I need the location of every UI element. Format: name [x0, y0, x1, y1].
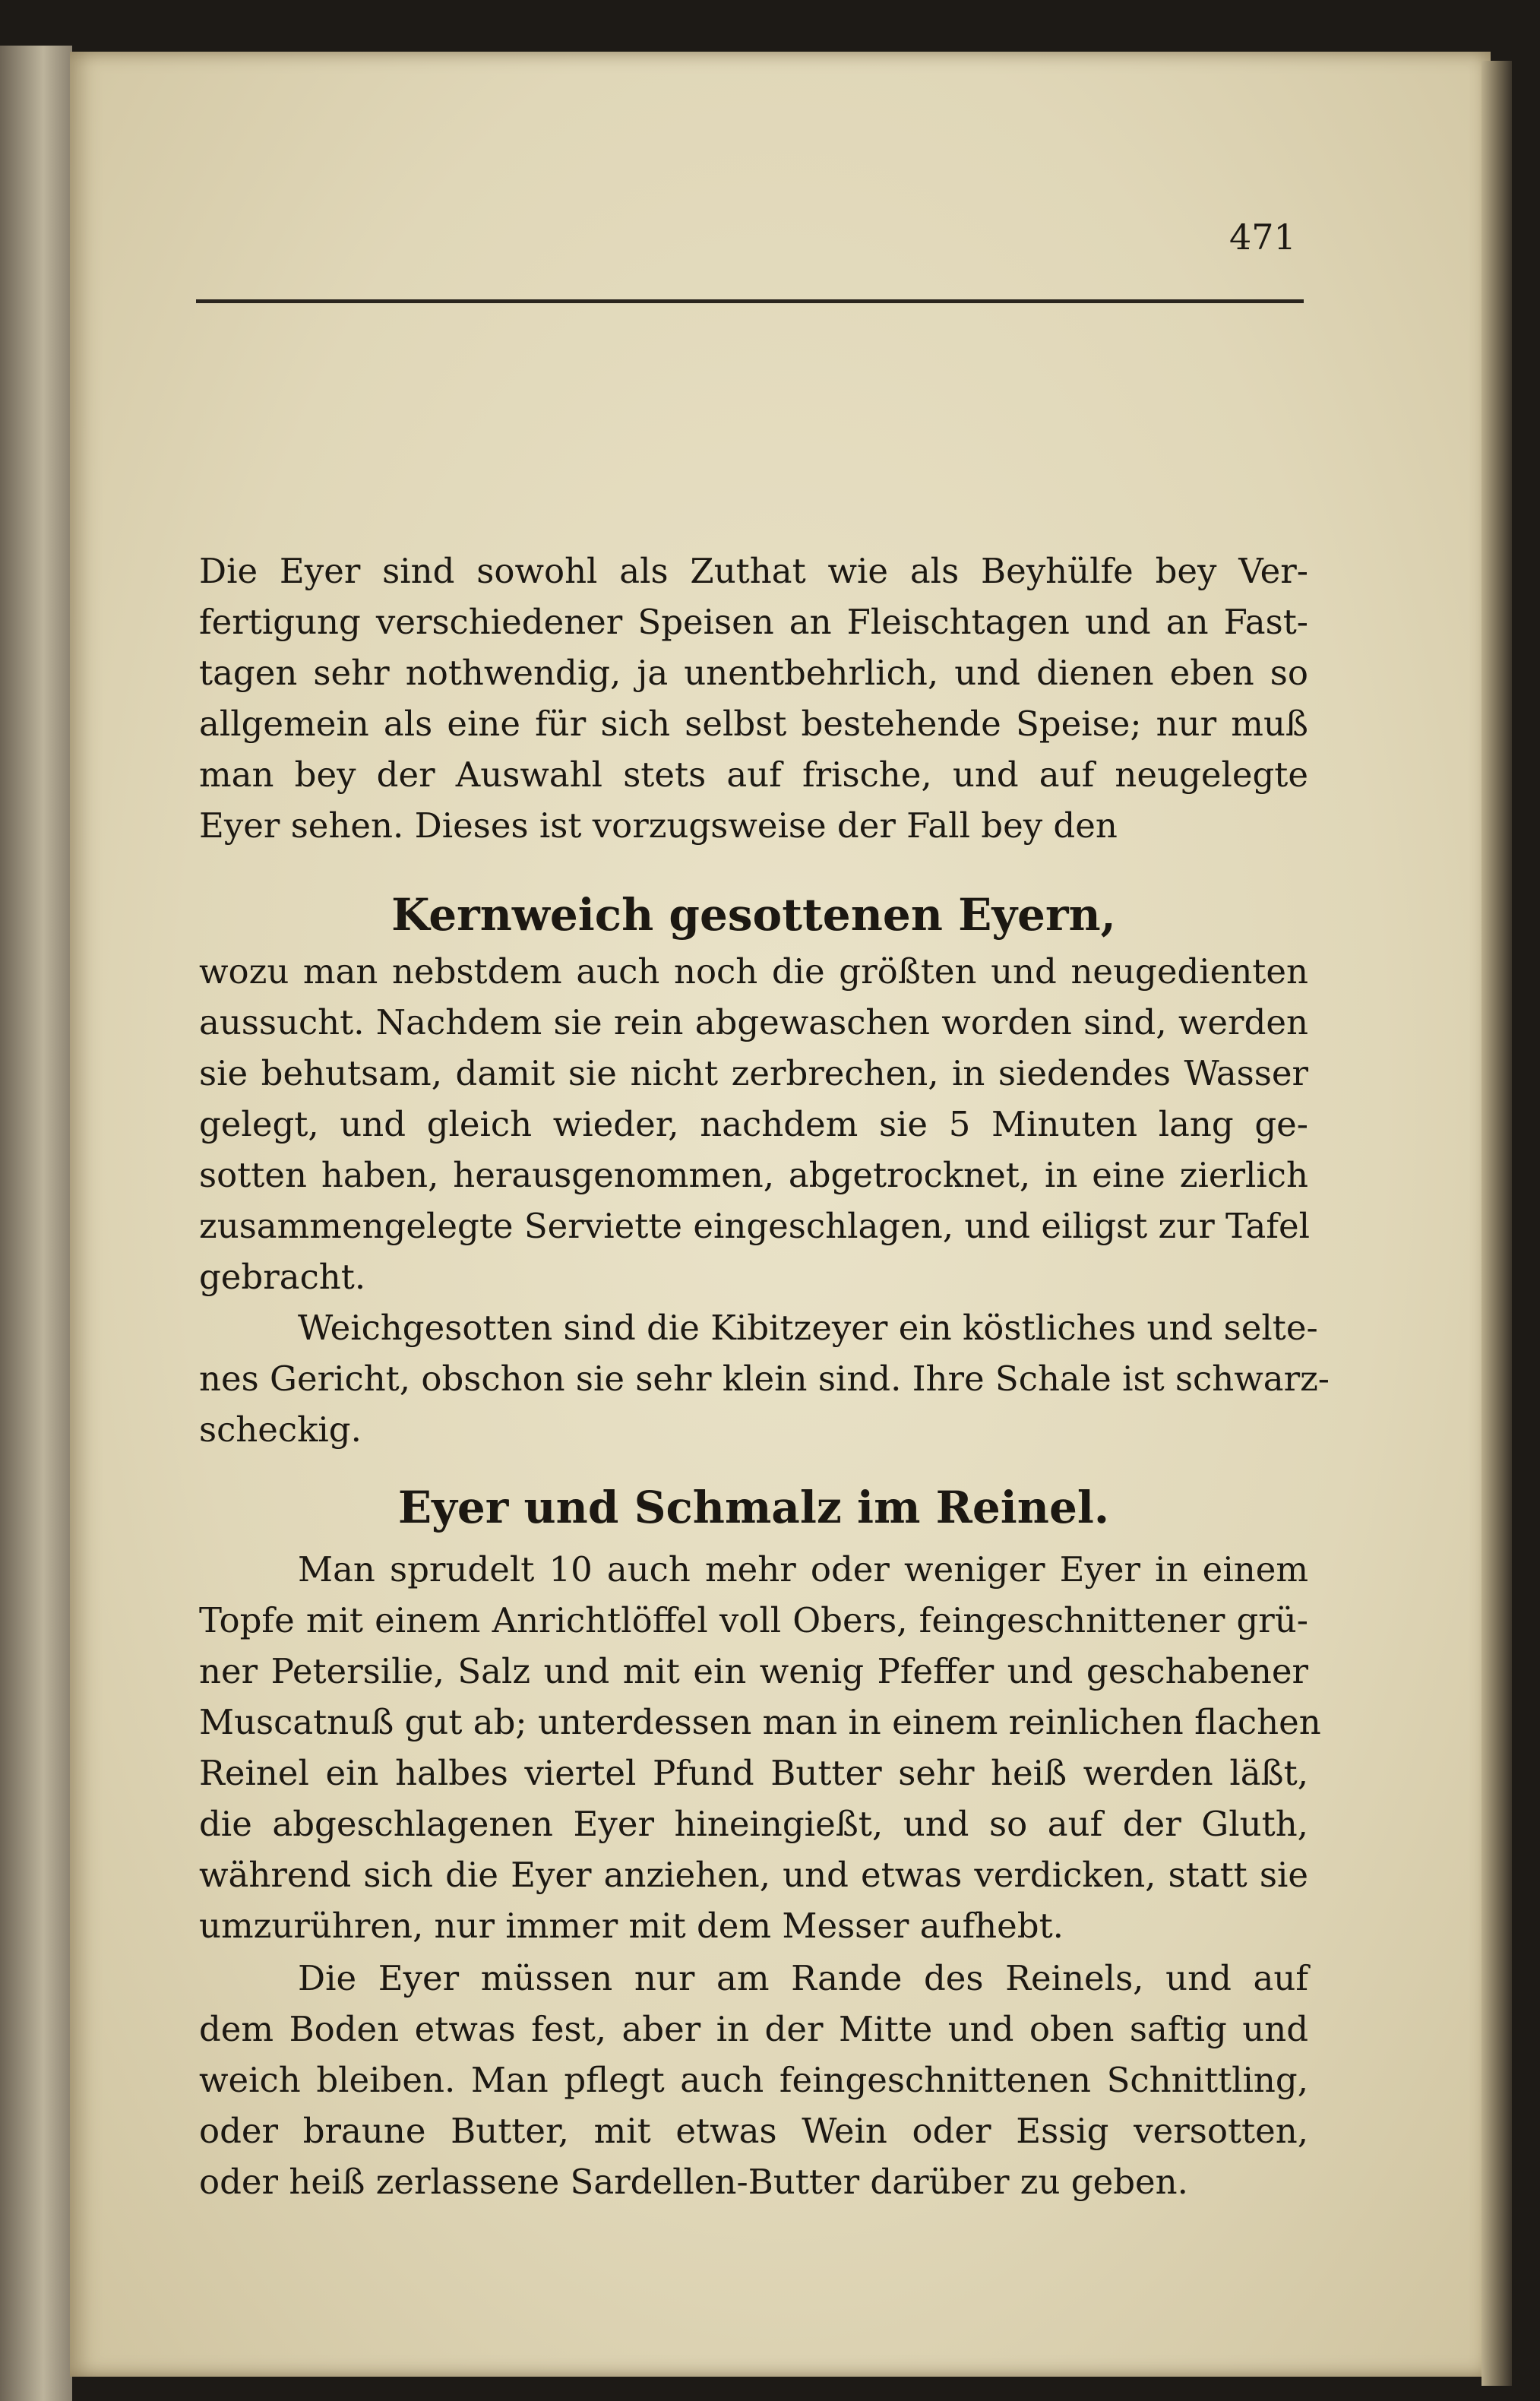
text-line: Muscatnuß gut ab; unterdessen man in einem reinlichen flachen	[199, 1702, 1321, 1742]
paragraph-3	[199, 1302, 1330, 1455]
text-line: man bey der Auswahl stets auf frische, und auf neugelegte	[199, 754, 1308, 795]
text-line: oder heiß zerlassene Sardellen-Butter darüber zu geben.	[199, 2162, 1188, 2202]
text-line: Topfe mit einem Anrichtlöffel voll Obers, feingeschnittener grü-	[199, 1600, 1308, 1640]
page-number: 471	[1229, 217, 1296, 258]
text-line: Man sprudelt 10 auch mehr oder weniger Eyer in einem	[298, 1549, 1308, 1590]
text-line: umzurühren, nur immer mit dem Messer aufhebt.	[199, 1906, 1064, 1946]
text-line: dem Boden etwas fest, aber in der Mitte und oben saftig und	[199, 2009, 1308, 2049]
text-line: sie behutsam, damit sie nicht zerbrechen, in siedendes Wasser	[199, 1053, 1308, 1093]
text-line: während sich die Eyer anziehen, und etwas verdicken, statt sie	[199, 1855, 1308, 1895]
text-line: nes Gericht, obschon sie sehr klein sind. Ihre Schale ist schwarz-	[199, 1359, 1330, 1399]
text-line: Reinel ein halbes viertel Pfund Butter sehr heiß werden läßt,	[199, 1753, 1308, 1793]
text-line: gelegt, und gleich wieder, nachdem sie 5 Minuten lang ge-	[199, 1104, 1308, 1144]
section-heading-2: Eyer und Schmalz im Reinel.	[397, 1482, 1110, 1533]
text-line: weich bleiben. Man pflegt auch feingeschnittenen Schnittling,	[199, 2060, 1308, 2100]
section-heading-1: Kernweich gesottenen Eyern,	[391, 889, 1116, 941]
text-line: gebracht.	[199, 1257, 366, 1297]
text-line: tagen sehr nothwendig, ja unentbehrlich, und dienen eben so	[199, 653, 1308, 693]
text-line: allgemein als eine für sich selbst bestehende Speise; nur muß	[199, 704, 1308, 744]
text-line: ner Petersilie, Salz und mit ein wenig Pfeffer und geschabener	[199, 1651, 1308, 1691]
text-line: Die Eyer sind sowohl als Zuthat wie als Beyhülfe bey Ver-	[199, 551, 1308, 591]
text-line: zusammengelegte Serviette eingeschlagen, und eiligst zur Tafel	[199, 1206, 1311, 1246]
text-line: Die Eyer müssen nur am Rande des Reinels, und auf	[298, 1958, 1308, 1998]
text-line: Eyer sehen. Dieses ist vorzugsweise der Fall bey den	[199, 805, 1118, 846]
paragraph-1	[199, 546, 1308, 851]
text-line: die abgeschlagenen Eyer hineingießt, und so auf der Gluth,	[199, 1804, 1308, 1844]
text-line: oder braune Butter, mit etwas Wein oder Essig versotten,	[199, 2111, 1308, 2151]
text-line: Weichgesotten sind die Kibitzeyer ein köstliches und selte-	[298, 1308, 1318, 1348]
paragraph-5	[199, 1953, 1308, 2207]
paragraph-4	[199, 1544, 1321, 1951]
text-line: fertigung verschiedener Speisen an Fleischtagen und an Fast-	[199, 602, 1308, 642]
page-stack-edge	[1481, 61, 1512, 2386]
paragraph-2	[199, 946, 1311, 1302]
text-line: sotten haben, herausgenommen, abgetrocknet, in eine zierlich	[199, 1155, 1308, 1195]
text-line: scheckig.	[199, 1409, 362, 1450]
text-line: aussucht. Nachdem sie rein abgewaschen worden sind, werden	[199, 1002, 1308, 1042]
header-rule	[196, 299, 1304, 303]
facing-page-edge	[0, 46, 72, 2401]
text-line: wozu man nebstdem auch noch die größten und neugedienten	[199, 951, 1308, 992]
